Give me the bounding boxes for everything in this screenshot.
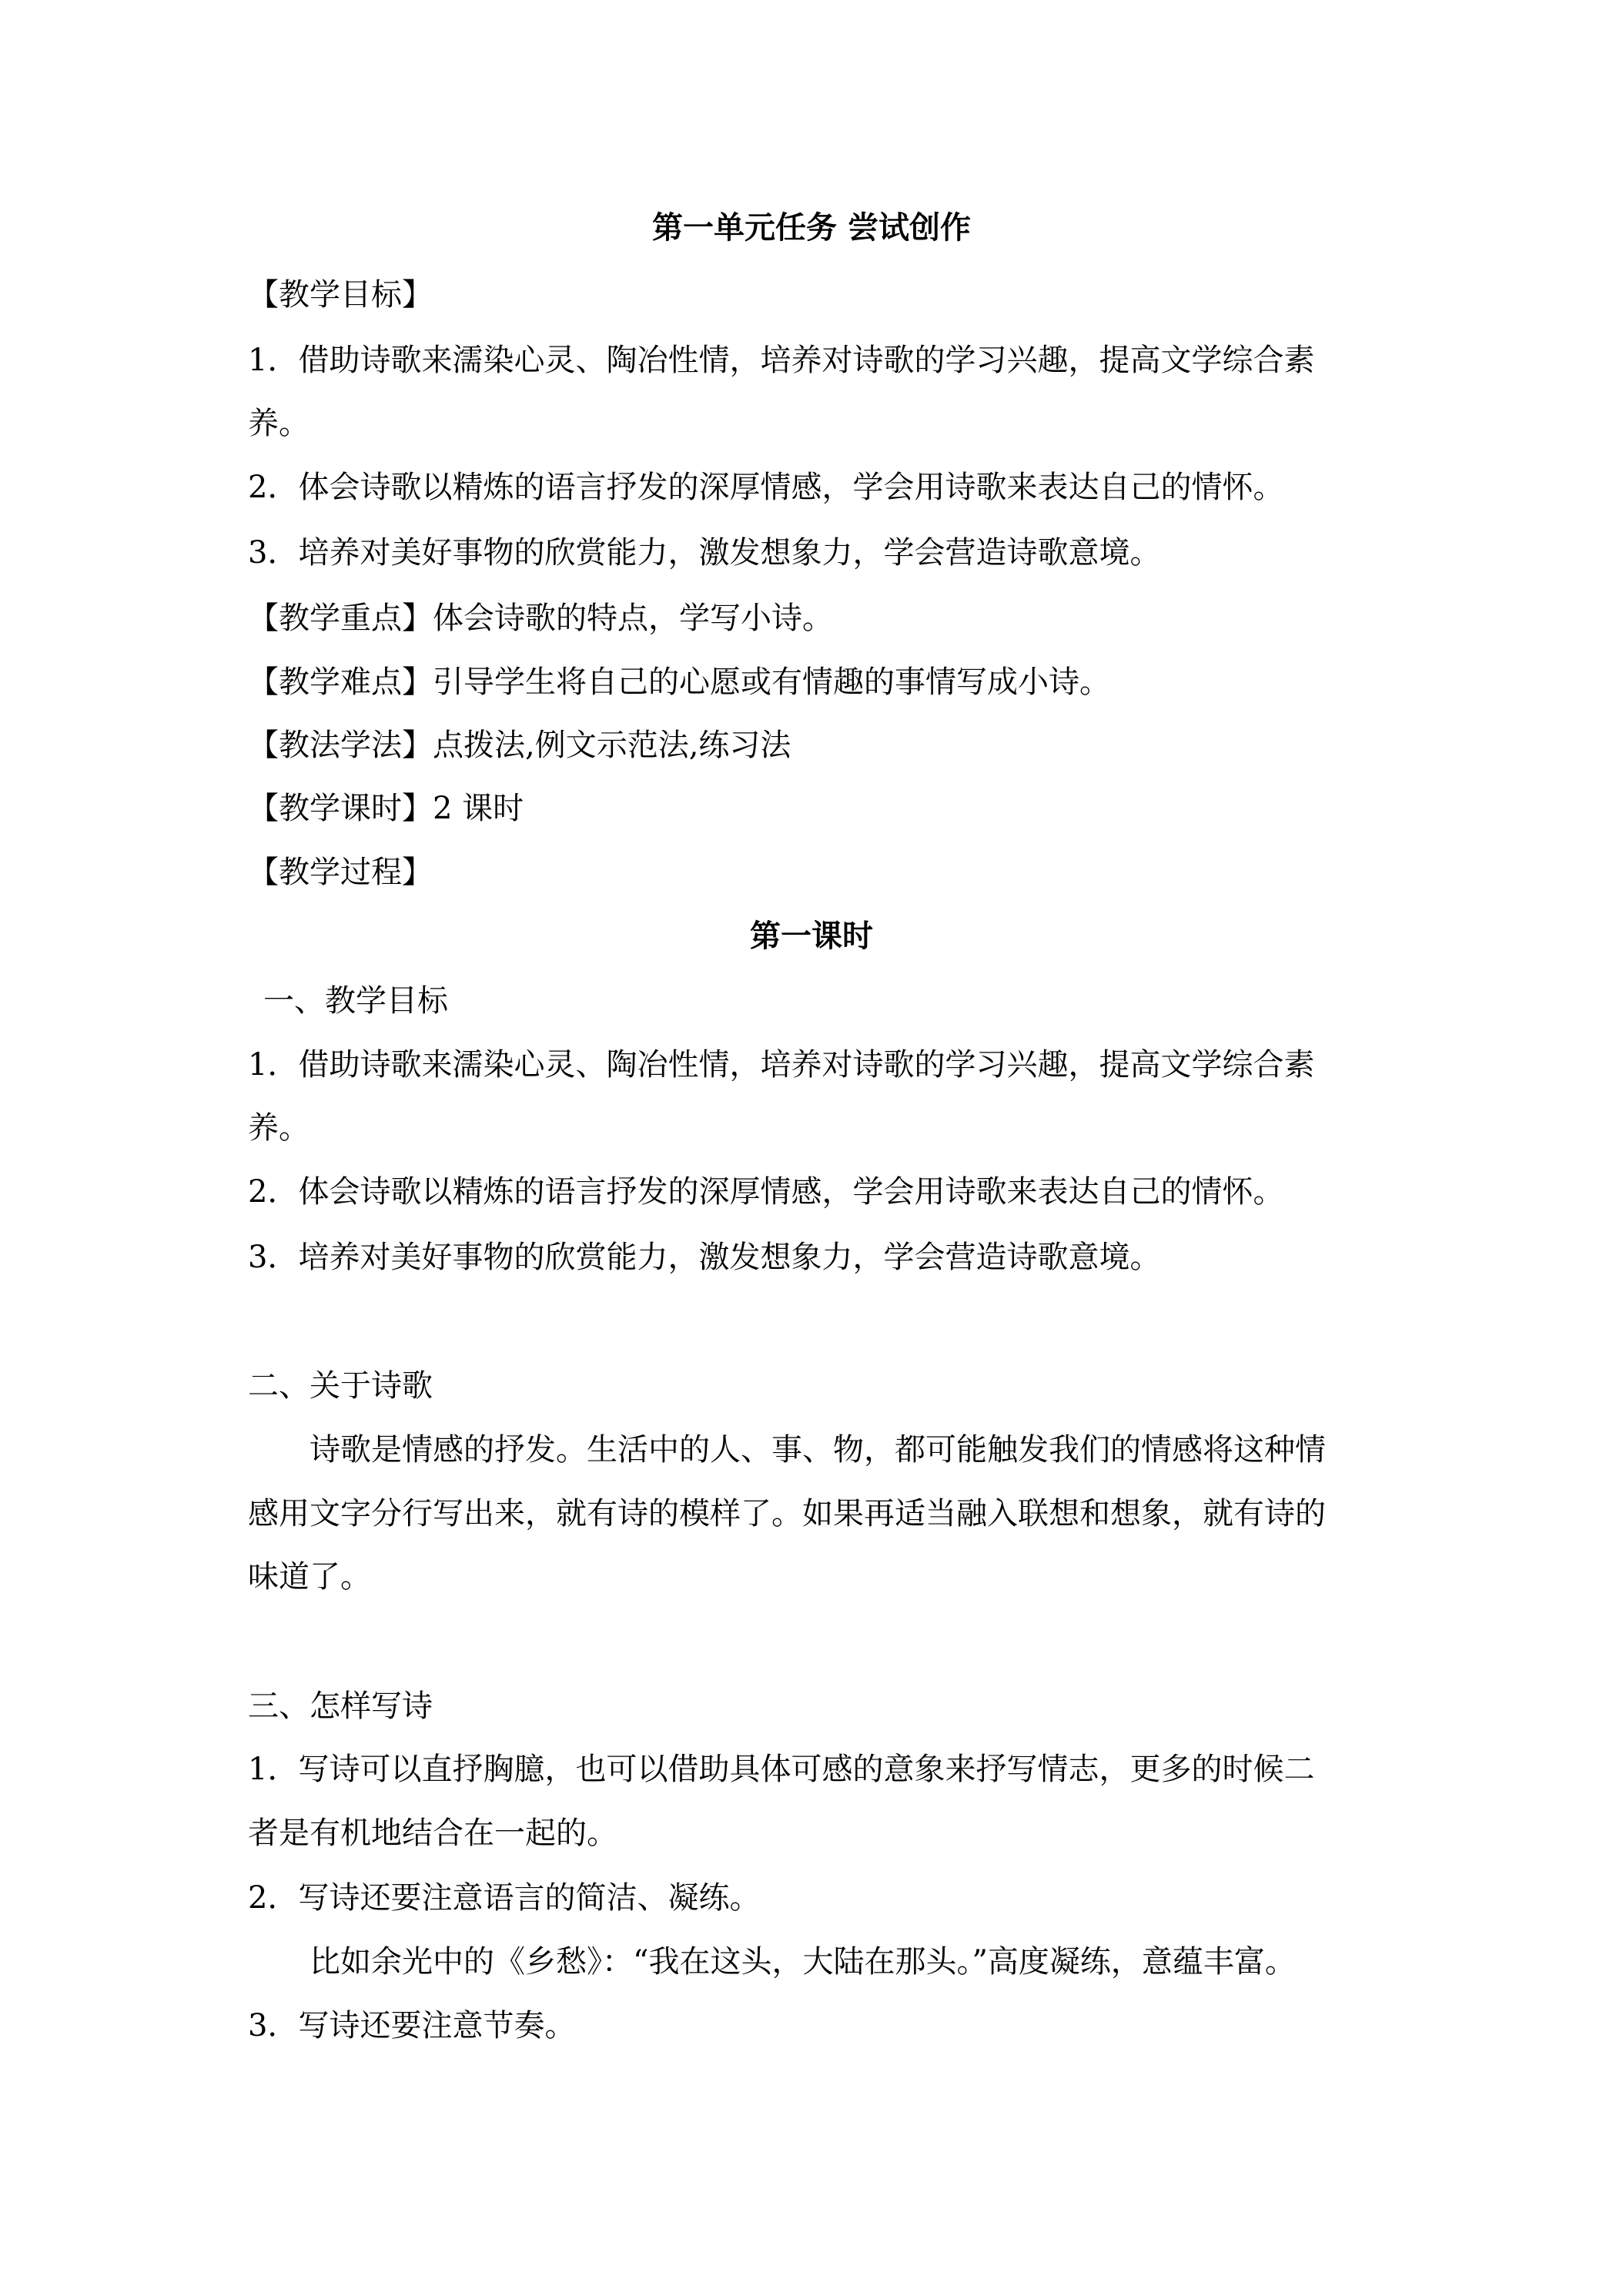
part2-paragraph-line: 诗歌是情感的抒发。生活中的人、事、物，都可能触发我们的情感将这种情 (310, 1432, 1326, 1468)
objective-item: 1．借助诗歌来濡染心灵、陶冶性情，培养对诗歌的学习兴趣，提高文学综合素 (248, 343, 1315, 378)
teaching-methods: 【教法学法】点拨法,例文示范法,练习法 (248, 728, 791, 763)
part1-heading: 一、教学目标 (263, 983, 448, 1019)
part2-paragraph-line: 味道了。 (248, 1559, 371, 1595)
teaching-hours: 【教学课时】2 课时 (248, 791, 524, 826)
key-point: 【教学重点】体会诗歌的特点，学写小诗。 (248, 601, 833, 636)
objective-item: 养。 (248, 406, 310, 441)
part3-item: 者是有机地结合在一起的。 (248, 1816, 617, 1851)
part1-item: 养。 (248, 1110, 310, 1146)
part2-heading: 二、关于诗歌 (248, 1368, 433, 1404)
process-heading: 【教学过程】 (248, 855, 433, 890)
part1-item: 3．培养对美好事物的欣赏能力，激发想象力，学会营造诗歌意境。 (248, 1240, 1161, 1275)
objectives-heading: 【教学目标】 (248, 277, 433, 313)
part3-example: 比如余光中的《乡愁》：“我在这头，大陆在那头。”高度凝练，意蕴丰富。 (310, 1944, 1296, 1980)
part3-item: 2．写诗还要注意语言的简洁、凝练。 (248, 1880, 761, 1916)
part3-item: 1．写诗可以直抒胸臆，也可以借助具体可感的意象来抒写情志，更多的时候二 (248, 1752, 1315, 1787)
part3-item: 3．写诗还要注意节奏。 (248, 2008, 576, 2043)
part3-heading: 三、怎样写诗 (248, 1689, 433, 1724)
part1-item: 2．体会诗歌以精炼的语言抒发的深厚情感，学会用诗歌来表达自己的情怀。 (248, 1174, 1284, 1210)
lesson-title: 第一课时 (750, 918, 873, 954)
document-title: 第一单元任务 尝试创作 (652, 209, 971, 246)
difficult-point: 【教学难点】引导学生将自己的心愿或有情趣的事情写成小诗。 (248, 664, 1110, 700)
objective-item: 3．培养对美好事物的欣赏能力，激发想象力，学会营造诗歌意境。 (248, 535, 1161, 571)
part2-paragraph-line: 感用文字分行写出来，就有诗的模样了。如果再适当融入联想和想象，就有诗的 (248, 1496, 1326, 1531)
objective-item: 2．体会诗歌以精炼的语言抒发的深厚情感，学会用诗歌来表达自己的情怀。 (248, 470, 1284, 505)
part1-item: 1．借助诗歌来濡染心灵、陶冶性情，培养对诗歌的学习兴趣，提高文学综合素 (248, 1047, 1315, 1083)
